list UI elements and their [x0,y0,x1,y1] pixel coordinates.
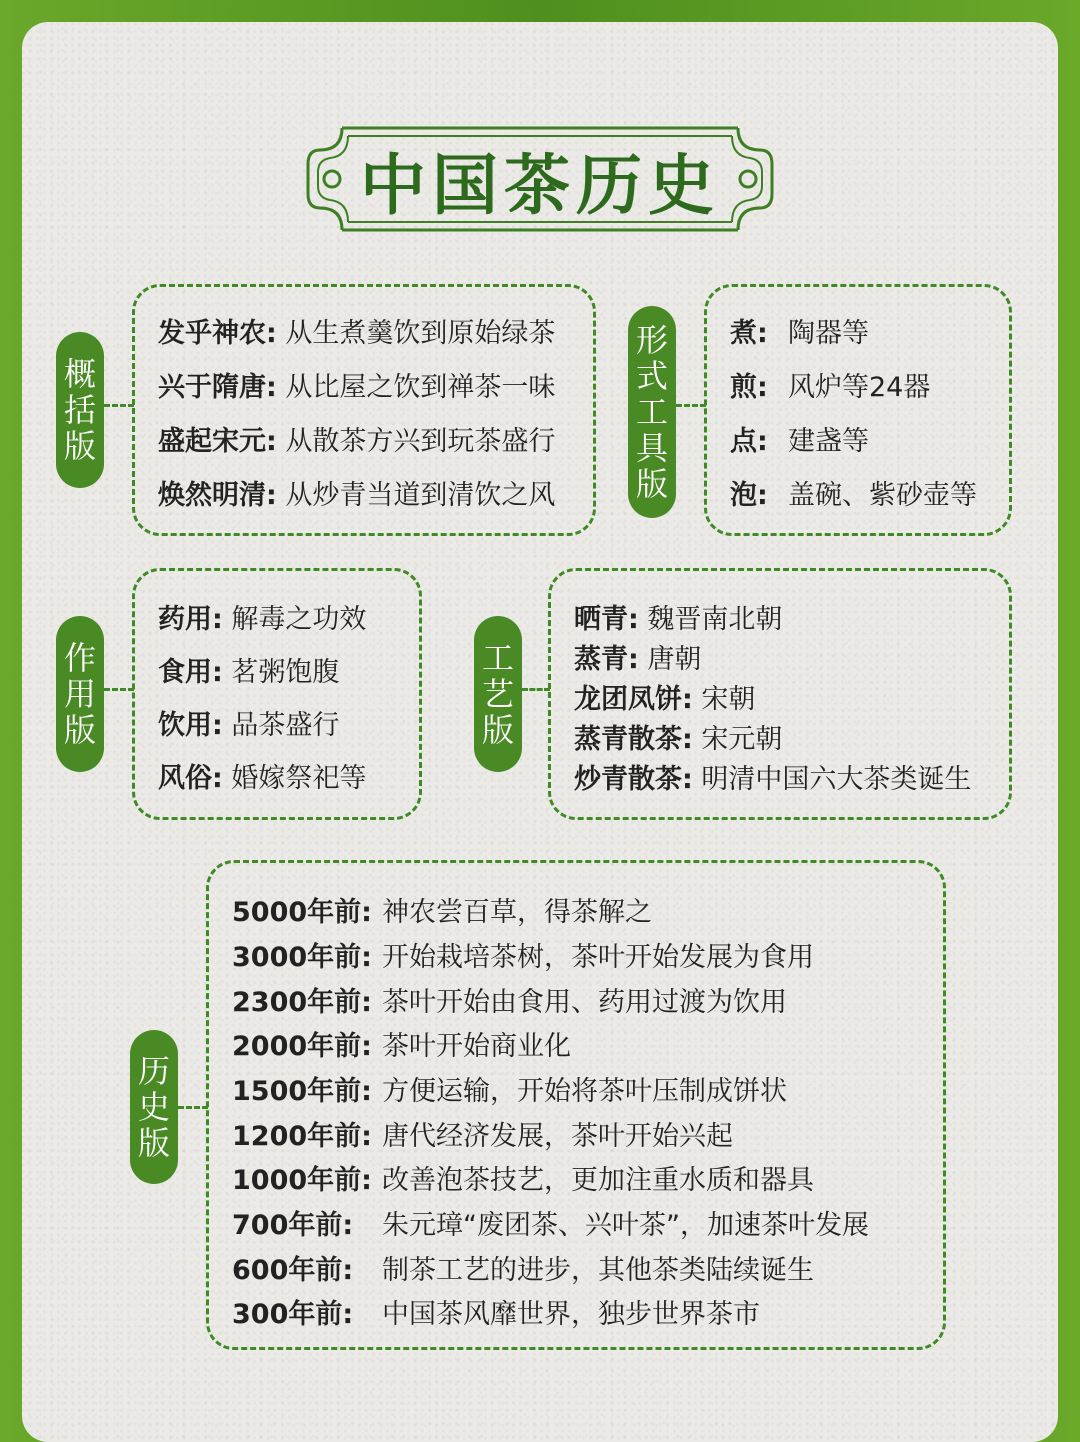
lishi-item: 300年前: 中国茶风靡世界，独步世界茶市 [232,1299,760,1330]
label-zuoyong [56,616,104,772]
label-char: 作 [63,639,96,677]
label-gaikuo [56,332,104,488]
lishi-item: 600年前: 制茶工艺的进步，其他茶类陆续诞生 [232,1255,814,1286]
label-char: 式 [635,357,668,395]
label-char: 版 [481,711,514,749]
label-char: 具 [635,429,668,467]
lishi-item: 2000年前: 茶叶开始商业化 [232,1031,571,1062]
label-char: 版 [63,711,96,749]
label-char: 括 [63,391,96,429]
zuoyong-item: 风俗: 婚嫁祭祀等 [158,763,367,794]
connector [104,404,134,407]
label-char: 形 [635,321,668,359]
xingshi-item: 煮: 陶器等 [730,318,869,349]
label-char: 概 [63,355,96,393]
label-char: 艺 [481,675,514,713]
connector [522,688,550,691]
zuoyong-item: 食用: 茗粥饱腹 [158,657,340,688]
label-xingshi [628,306,676,518]
xingshi-item: 煎: 风炉等24器 [730,372,931,403]
gaikuo-item: 盛起宋元: 从散茶方兴到玩茶盛行 [158,426,556,457]
lishi-item: 2300年前: 茶叶开始由食用、药用过渡为饮用 [232,987,787,1018]
label-char: 工 [481,639,514,677]
label-char: 版 [137,1124,170,1162]
label-char: 用 [63,675,96,713]
connector [676,404,706,407]
lishi-item: 700年前: 朱元璋“废团茶、兴叶茶”，加速茶叶发展 [232,1210,869,1241]
zuoyong-item: 药用: 解毒之功效 [158,604,367,635]
gaikuo-item: 发乎神农: 从生煮羹饮到原始绿茶 [158,318,556,349]
connector [178,1106,208,1109]
title-frame [302,120,778,238]
connector [104,688,134,691]
gongyi-item: 蒸青: 唐朝 [574,644,702,675]
label-lishi [130,1030,178,1184]
xingshi-item: 泡: 盖碗、紫砂壶等 [730,480,977,511]
label-char: 工 [635,393,668,431]
xingshi-item: 点: 建盏等 [730,426,869,457]
lishi-item: 5000年前: 神农尝百草，得茶解之 [232,897,652,928]
label-char: 史 [137,1088,170,1126]
gongyi-item: 龙团凤饼: 宋朝 [574,684,756,715]
label-char: 历 [137,1052,170,1090]
page-title: 中国茶历史 [360,146,720,224]
label-char: 版 [635,465,668,503]
gaikuo-item: 焕然明清: 从炒青当道到清饮之风 [158,480,556,511]
lishi-item: 1000年前: 改善泡茶技艺，更加注重水质和器具 [232,1165,814,1196]
gongyi-item: 蒸青散茶: 宋元朝 [574,724,783,755]
gongyi-item: 炒青散茶: 明清中国六大茶类诞生 [574,764,972,795]
label-gongyi [474,616,522,772]
gongyi-item: 晒青: 魏晋南北朝 [574,604,783,635]
zuoyong-item: 饮用: 品茶盛行 [158,710,340,741]
gaikuo-item: 兴于隋唐: 从比屋之饮到禅茶一味 [158,372,556,403]
lishi-item: 1500年前: 方便运输，开始将茶叶压制成饼状 [232,1076,787,1107]
lishi-item: 1200年前: 唐代经济发展，茶叶开始兴起 [232,1121,733,1152]
label-char: 版 [63,427,96,465]
lishi-item: 3000年前: 开始栽培茶树，茶叶开始发展为食用 [232,942,814,973]
